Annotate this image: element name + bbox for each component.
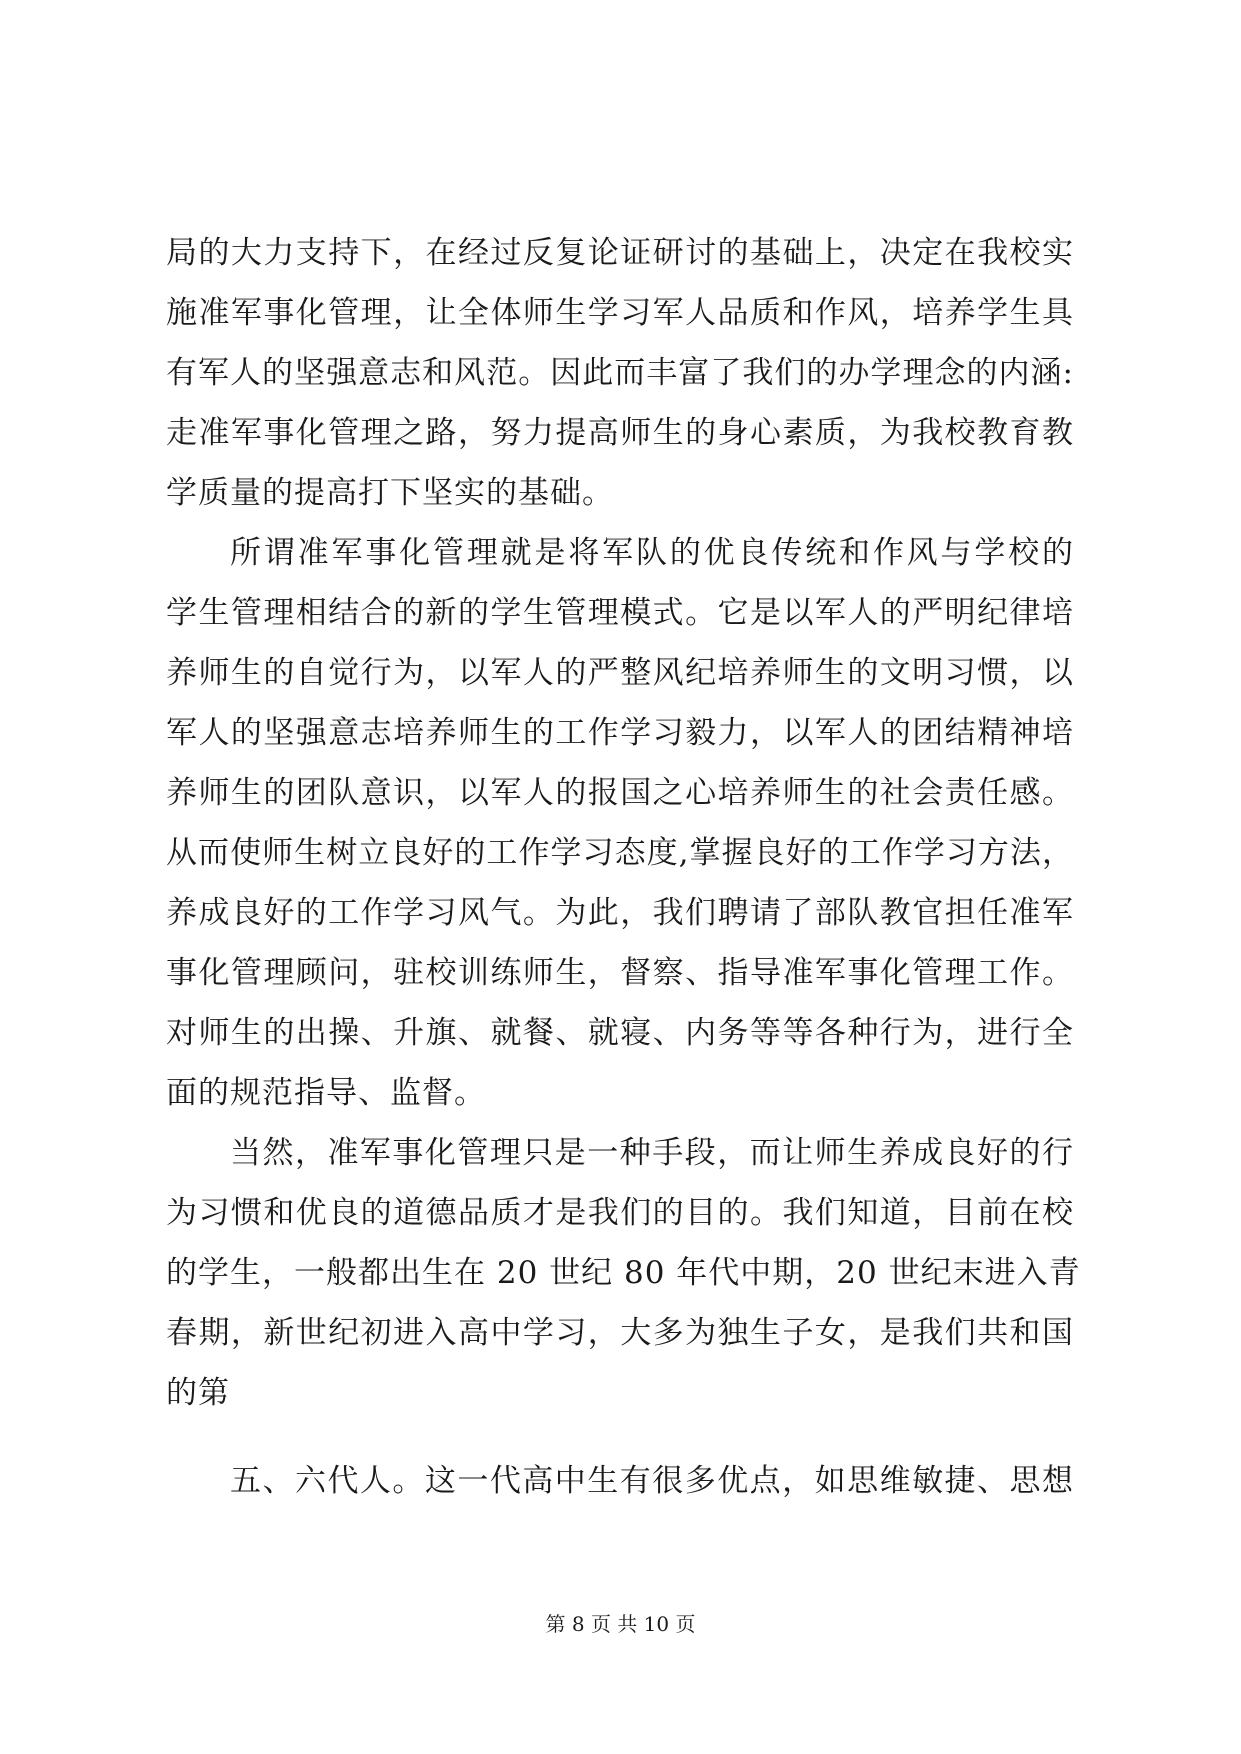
text-line: 走准军事化管理之路，努力提高师生的身心素质，为我校教育教 bbox=[166, 415, 1074, 451]
text-line: 对师生的出操、升旗、就餐、就寝、内务等等各种行为，进行全 bbox=[166, 1015, 1074, 1051]
text-line: 养师生的团队意识，以军人的报国之心培养师生的社会责任感。 bbox=[166, 775, 1074, 811]
page-number-footer: 第 8 页 共 10 页 bbox=[545, 1612, 696, 1636]
text-line: 的第 bbox=[166, 1375, 230, 1411]
paragraph bbox=[166, 1451, 1074, 1511]
text-line: 学质量的提高打下坚实的基础。 bbox=[166, 475, 614, 511]
text-line: 军人的坚强意志培养师生的工作学习毅力，以军人的团结精神培 bbox=[166, 715, 1074, 751]
text-line: 的学生，一般都出生在 20 世纪 80 年代中期，20 世纪末进入青 bbox=[166, 1255, 1081, 1291]
paragraph bbox=[166, 523, 1074, 1123]
text-line: 从而使师生树立良好的工作学习态度,掌握良好的工作学习方法， bbox=[166, 835, 1074, 871]
text-line: 学生管理相结合的新的学生管理模式。它是以军人的严明纪律培 bbox=[166, 595, 1074, 631]
body-text bbox=[166, 223, 1081, 1511]
text-line: 当然，准军事化管理只是一种手段，而让师生养成良好的行 bbox=[230, 1135, 1074, 1171]
paragraph bbox=[166, 223, 1074, 523]
text-line: 养成良好的工作学习风气。为此，我们聘请了部队教官担任准军 bbox=[166, 895, 1074, 931]
text-line: 施准军事化管理，让全体师生学习军人品质和作风，培养学生具 bbox=[166, 295, 1074, 331]
paragraph bbox=[166, 1123, 1081, 1423]
text-line: 面的规范指导、监督。 bbox=[166, 1075, 486, 1111]
text-line: 局的大力支持下，在经过反复论证研讨的基础上，决定在我校实 bbox=[166, 235, 1074, 271]
paragraph-gap bbox=[166, 1423, 1074, 1451]
text-line: 春期，新世纪初进入高中学习，大多为独生子女，是我们共和国 bbox=[166, 1315, 1074, 1351]
text-line: 有军人的坚强意志和风范。因此而丰富了我们的办学理念的内涵: bbox=[166, 355, 1074, 391]
text-line: 为习惯和优良的道德品质才是我们的目的。我们知道，目前在校 bbox=[166, 1195, 1074, 1231]
text-line: 事化管理顾问，驻校训练师生，督察、指导准军事化管理工作。 bbox=[166, 955, 1074, 991]
text-line: 养师生的自觉行为，以军人的严整风纪培养师生的文明习惯，以 bbox=[166, 655, 1074, 691]
text-line: 所谓准军事化管理就是将军队的优良传统和作风与学校的 bbox=[230, 535, 1074, 571]
text-line: 五、六代人。这一代高中生有很多优点，如思维敏捷、思想 bbox=[230, 1463, 1074, 1499]
